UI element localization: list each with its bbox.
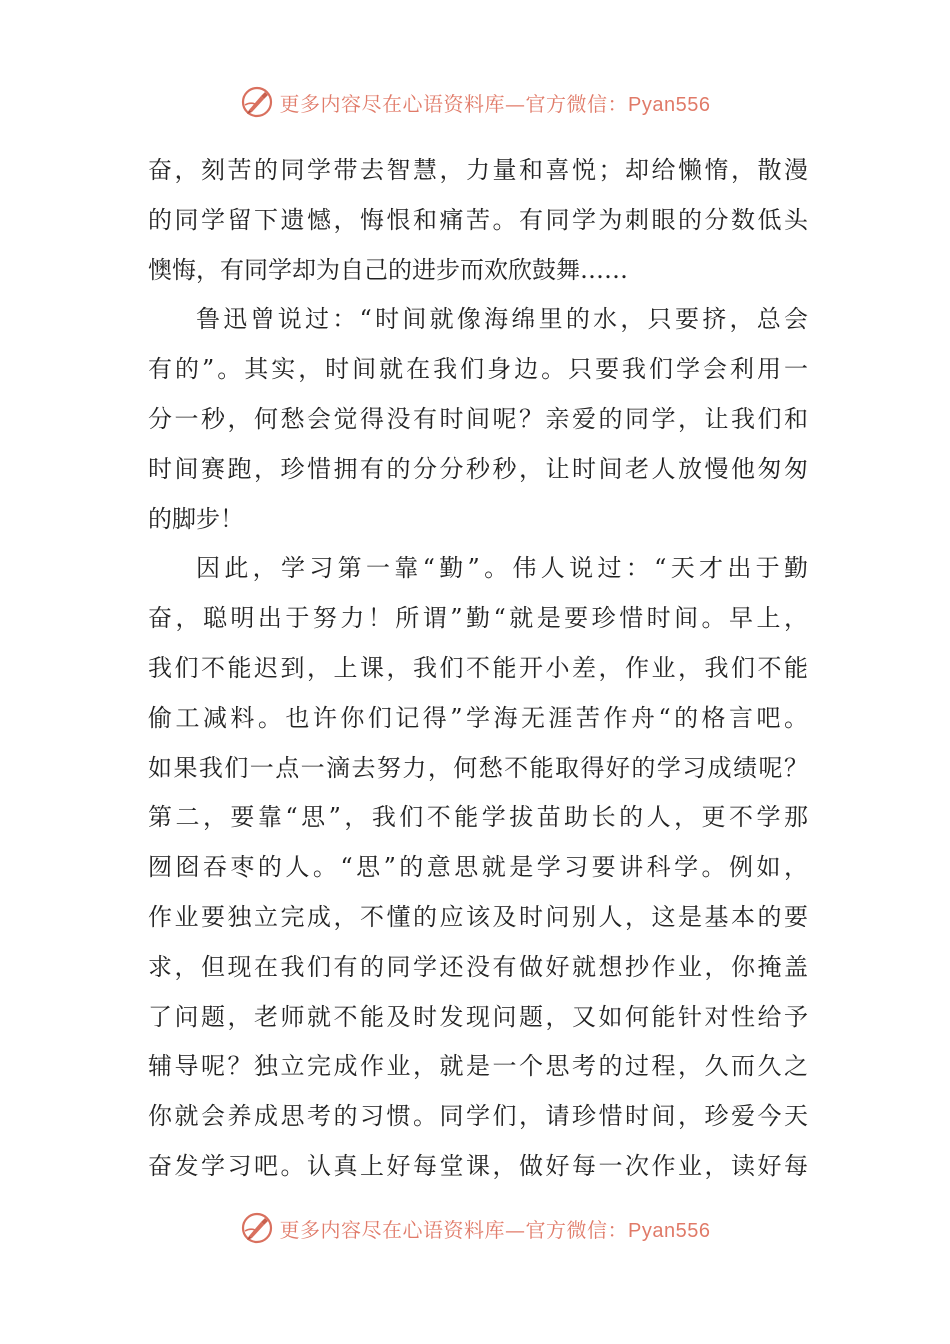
text-line: 第二，要靠“思”，我们不能学拔苗助长的人，更不学那	[148, 803, 808, 832]
text-line: 囫囵吞枣的人。“思”的意思就是学习要讲科学。例如，	[148, 853, 808, 882]
document-body	[148, 146, 808, 1192]
text-line: 分一秒，何愁会觉得没有时间呢？亲爱的同学，让我们和	[148, 404, 808, 433]
footer-banner-text: 更多内容尽在心语资料库—官方微信：Pyan556	[279, 1217, 711, 1242]
text-line: 奋，刻苦的同学带去智慧，力量和喜悦；却给懒惰，散漫	[148, 156, 808, 184]
text-line: 了问题，老师就不能及时发现问题，又如何能针对性给予	[148, 1002, 808, 1031]
pen-logo-icon	[240, 85, 274, 119]
text-line: 你就会养成思考的习惯。同学们，请珍惜时间，珍爱今天	[148, 1102, 808, 1131]
text-line: 懊悔，有同学却为自己的进步而欢欣鼓舞……	[148, 255, 628, 284]
text-line: 奋发学习吧。认真上好每堂课，做好每一次作业，读好每	[148, 1151, 808, 1180]
text-line: 辅导呢？独立完成作业，就是一个思考的过程，久而久之	[148, 1052, 808, 1081]
text-line: 时间赛跑，珍惜拥有的分分秒秒，让时间老人放慢他匆匆	[148, 454, 808, 483]
text-line: 求，但现在我们有的同学还没有做好就想抄作业，你掩盖	[148, 952, 808, 981]
text-line: 的同学留下遗憾，悔恨和痛苦。有同学为刺眼的分数低头	[148, 205, 808, 234]
text-line: 因此，学习第一靠“勤”。伟人说过：“天才出于勤	[196, 554, 808, 583]
header-banner-text: 更多内容尽在心语资料库—官方微信：Pyan556	[279, 91, 711, 116]
text-line: 作业要独立完成，不懂的应该及时问别人，这是基本的要	[148, 902, 808, 931]
text-line: 偷工减料。也许你们记得”学海无涯苦作舟“的格言吧。	[148, 703, 808, 732]
text-line: 有的”。其实，时间就在我们身边。只要我们学会利用一	[148, 355, 808, 384]
header-banner	[0, 82, 950, 122]
footer-banner	[0, 1208, 950, 1248]
text-line: 我们不能迟到，上课，我们不能开小差，作业，我们不能	[148, 653, 808, 682]
text-line: 的脚步！	[148, 504, 244, 533]
header-banner-handle: Pyan556	[628, 93, 711, 116]
footer-banner-handle: Pyan556	[628, 1219, 711, 1242]
text-line: 鲁迅曾说过：“时间就像海绵里的水，只要挤，总会	[196, 305, 808, 334]
pen-logo-icon	[240, 1211, 274, 1245]
text-line: 如果我们一点一滴去努力，何愁不能取得好的学习成绩呢？	[148, 753, 808, 782]
text-line: 奋，聪明出于努力！所谓”勤“就是要珍惜时间。早上，	[148, 604, 808, 633]
